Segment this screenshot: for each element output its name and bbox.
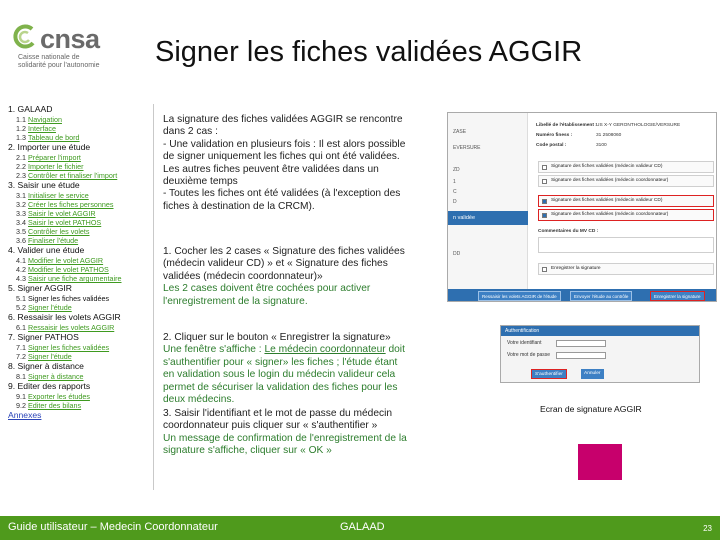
- sidebar-item-number: 3.1: [16, 191, 26, 200]
- sidebar-item-link[interactable]: Signer l'étude: [28, 303, 72, 312]
- sidebar-item-link[interactable]: Créer les fiches personnes: [28, 200, 114, 209]
- intro-paragraph: La signature des fiches validées AGGIR se rencontre dans 2 cas : - Une validation en plusieurs fois : Il est alors possible de signer uniquement les fiches qui ont été validées. Les autres fiches peuvent être validées dans un deuxième temps - Toutes les fiches ont été validées (à l'exception des fiches à destination de la CRCM).: [163, 114, 406, 212]
- sidebar-item[interactable]: [16, 227, 153, 236]
- sidebar-item-number: 1.2: [16, 124, 26, 133]
- sidebar-item-link[interactable]: Contrôler les volets: [28, 227, 90, 236]
- sidebar-item[interactable]: [16, 153, 153, 162]
- sidebar-item-link[interactable]: Initialiser le service: [28, 191, 89, 200]
- sidebar-item[interactable]: [16, 303, 153, 312]
- step-2: 2. Cliquer sur le bouton « Enregistrer la signature» Une fenêtre s'affiche : Le médecin coordonnateur doit s'authentifier pour « signer» les fiches ; l'étude étant en validation sous le login du médecin valideur cela permet de sécuriser la validation des fiches pour les deux médecins.: [163, 332, 405, 406]
- sidebar-item-number: 7.1: [16, 343, 26, 352]
- checkbox-signature-coordonnateur-checked[interactable]: Signature des fiches validées (médecin coordonnateur): [538, 209, 714, 221]
- sidebar-section-title[interactable]: 2. Importer une étude: [8, 142, 91, 152]
- comment-field[interactable]: [538, 237, 714, 253]
- sidebar-item[interactable]: [16, 209, 153, 218]
- sidebar-item[interactable]: [16, 352, 153, 361]
- sidebar-item[interactable]: [16, 133, 153, 142]
- checkbox-signature-valideur-cd[interactable]: Signature des fiches validées (médecin valideur CD): [538, 161, 714, 173]
- sidebar-item-number: 1.3: [16, 133, 26, 142]
- sidebar-item-number: 8.1: [16, 372, 26, 381]
- sidebar-item-link[interactable]: Exporter les études: [28, 392, 90, 401]
- sidebar-item[interactable]: [16, 323, 153, 332]
- logo-subtitle: Caisse nationale de solidarité pour l'autonomie: [18, 54, 100, 69]
- sidebar-item[interactable]: [16, 115, 153, 124]
- sidebar-item-link[interactable]: Contrôler et finaliser l'import: [28, 171, 118, 180]
- checkbox-enregistrer[interactable]: Enregistrer la signature: [538, 263, 714, 275]
- sidebar-item-number: 6.1: [16, 323, 26, 332]
- cnsa-logo-mark-icon: [12, 24, 38, 50]
- sidebar-item-number: 2.1: [16, 153, 26, 162]
- sidebar-item[interactable]: [16, 191, 153, 200]
- sidebar-item[interactable]: [16, 401, 153, 410]
- sidebar-item-link[interactable]: Importer le fichier: [28, 162, 84, 171]
- sidebar-item-link[interactable]: Editer des bilans: [28, 401, 82, 410]
- sidebar-section-title[interactable]: 5. Signer AGGIR: [8, 283, 73, 293]
- checkbox-checked-icon: [542, 213, 547, 218]
- identifier-input[interactable]: [556, 340, 606, 347]
- authentication-dialog-capture: Authentification Votre identifiant Votre mot de passe S'authentifier Annuler: [500, 325, 700, 383]
- capture-left-panel: ZASE EVERSURE ZD 1 C D n validée DD: [448, 113, 528, 302]
- sidebar-item[interactable]: [16, 274, 153, 283]
- sidebar-nav: [4, 104, 154, 490]
- sidebar-item[interactable]: [16, 124, 153, 133]
- capture-left-bar: n validée: [448, 211, 528, 225]
- sidebar-item[interactable]: [16, 200, 153, 209]
- sidebar-item-link[interactable]: Saisir le volet AGGIR: [28, 209, 96, 218]
- sidebar-section-title[interactable]: 3. Saisir une étude: [8, 180, 80, 190]
- signature-screen-capture: [447, 112, 717, 302]
- sidebar-item-number: 1.1: [16, 115, 26, 124]
- sidebar-item-number: 3.3: [16, 209, 26, 218]
- magenta-marker: [578, 444, 622, 480]
- sidebar-item-number: 4.2: [16, 265, 26, 274]
- sidebar-item-link[interactable]: Signer les fiches validées: [28, 343, 110, 352]
- checkbox-signature-coordonnateur[interactable]: Signature des fiches validées (médecin coordonnateur): [538, 175, 714, 187]
- sidebar-item[interactable]: [16, 265, 153, 274]
- sidebar-item-number: 3.4: [16, 218, 26, 227]
- checkbox-signature-valideur-cd-checked[interactable]: Signature des fiches validées (médecin valideur CD): [538, 195, 714, 207]
- capture-form: Libellé de l'établissement : US X-Y GERONTHOLOGIE/VERSURE Numéro finess : 31 2508060 Code postal : 3100 Signature des fiches validées (médecin valideur CD) Signature des fiches validées (médecin coordonnateur) Signature des fiches validées (médecin valideur CD) Signature des fiches validées (médecin coordonnateur) Commentaires du MV CD : Enregistrer la signature: [530, 117, 716, 287]
- sidebar-section-title[interactable]: 4. Valider une étude: [8, 245, 85, 255]
- footer-guide-title: Guide utilisateur – Medecin Coordonnateur: [8, 521, 218, 533]
- screen-caption: Ecran de signature AGGIR: [540, 404, 642, 414]
- sidebar-item-number: 9.2: [16, 401, 26, 410]
- annexes-link[interactable]: Annexes: [8, 410, 42, 420]
- sidebar-item-number: 4.3: [16, 274, 26, 283]
- sidebar-item[interactable]: [16, 218, 153, 227]
- sidebar-item-link[interactable]: Signer à distance: [28, 372, 84, 381]
- footer-app-name: GALAAD: [340, 521, 385, 533]
- dialog-header: Authentification: [501, 326, 700, 336]
- checkbox-icon: [542, 179, 547, 184]
- authenticate-button[interactable]: S'authentifier: [531, 369, 567, 379]
- sidebar-item[interactable]: [16, 236, 153, 245]
- logo-brand: cnsa: [40, 24, 100, 54]
- ressaisir-volets-button[interactable]: Ressaisir les volets AGGIR de l'étude: [478, 291, 561, 301]
- sidebar-item[interactable]: [16, 171, 153, 180]
- sidebar-item-number: 5.1: [16, 294, 26, 303]
- sidebar-item-number: 9.1: [16, 392, 26, 401]
- checkbox-icon: [542, 165, 547, 170]
- sidebar-section-title[interactable]: 8. Signer à distance: [8, 361, 84, 371]
- password-input[interactable]: [556, 352, 606, 359]
- sidebar-item-number: 2.3: [16, 171, 26, 180]
- sidebar-item-number: 2.2: [16, 162, 26, 171]
- page-title: Signer les fiches validées AGGIR: [155, 36, 583, 68]
- capture-button-bar: [448, 289, 717, 302]
- sidebar-item[interactable]: [16, 256, 153, 265]
- sidebar-item-link[interactable]: Ressaisir les volets AGGIR: [28, 323, 115, 332]
- sidebar-item[interactable]: [16, 392, 153, 401]
- sidebar-item-link[interactable]: Modifier le volet PATHOS: [28, 265, 109, 274]
- checkbox-icon: [542, 267, 547, 272]
- enregistrer-signature-button[interactable]: Enregistrer la signature: [650, 291, 705, 301]
- sidebar-section-title[interactable]: 7. Signer PATHOS: [8, 332, 79, 342]
- sidebar-item[interactable]: [16, 372, 153, 381]
- sidebar-item[interactable]: [16, 294, 153, 303]
- sidebar-item-link[interactable]: Saisir une fiche argumentaire: [28, 274, 122, 283]
- sidebar-item-link[interactable]: Signer l'étude: [28, 352, 72, 361]
- page-number: 23: [703, 524, 712, 533]
- footer-bar: [0, 516, 720, 540]
- sidebar-item-link[interactable]: Saisir le volet PATHOS: [28, 218, 102, 227]
- sidebar-item-link[interactable]: Préparer l'import: [28, 153, 81, 162]
- sidebar-section-title[interactable]: 9. Editer des rapports: [8, 381, 91, 391]
- sidebar-item-number: 3.5: [16, 227, 26, 236]
- sidebar-item-link[interactable]: Finaliser l'étude: [28, 236, 79, 245]
- cancel-button[interactable]: Annuler: [581, 369, 604, 379]
- comment-label: Commentaires du MV CD :: [538, 229, 599, 234]
- sidebar-item-number: 5.2: [16, 303, 26, 312]
- sidebar-item-number: 4.1: [16, 256, 26, 265]
- sidebar-item-link[interactable]: Interface: [28, 124, 56, 133]
- sidebar-item-number: 7.2: [16, 352, 26, 361]
- checkbox-checked-icon: [542, 199, 547, 204]
- step-3: 3. Saisir l'identifiant et le mot de passe du médecin coordonnateur puis cliquer sur « s'authentifier » Un message de confirmation de l'enregistrement de la signature s'affiche, cliquer sur « OK »: [163, 408, 407, 457]
- sidebar-item-number: 3.2: [16, 200, 26, 209]
- cnsa-logo: [8, 18, 108, 80]
- sidebar-section-title[interactable]: 1. GALAAD: [8, 104, 53, 114]
- sidebar-item-link[interactable]: Signer les fiches validées: [28, 294, 110, 303]
- sidebar-item[interactable]: [16, 162, 153, 171]
- sidebar-item-number: 3.6: [16, 236, 26, 245]
- sidebar-item-link[interactable]: Tableau de bord: [28, 133, 80, 142]
- sidebar-section-title[interactable]: 6. Ressaisir les volets AGGIR: [8, 312, 121, 322]
- envoyer-controle-button[interactable]: Envoyer l'étude au contrôle: [570, 291, 632, 301]
- sidebar-item-link[interactable]: Navigation: [28, 115, 62, 124]
- step-1: 1. Cocher les 2 cases « Signature des fiches validées (médecin valideur CD) » et « Signature des fiches validées (médecin coordonnateur)» Les 2 cases doivent être cochées pour activer l'enregistrement de la signature.: [163, 246, 405, 307]
- sidebar-item-link[interactable]: Modifier le volet AGGIR: [28, 256, 104, 265]
- sidebar-item[interactable]: [16, 343, 153, 352]
